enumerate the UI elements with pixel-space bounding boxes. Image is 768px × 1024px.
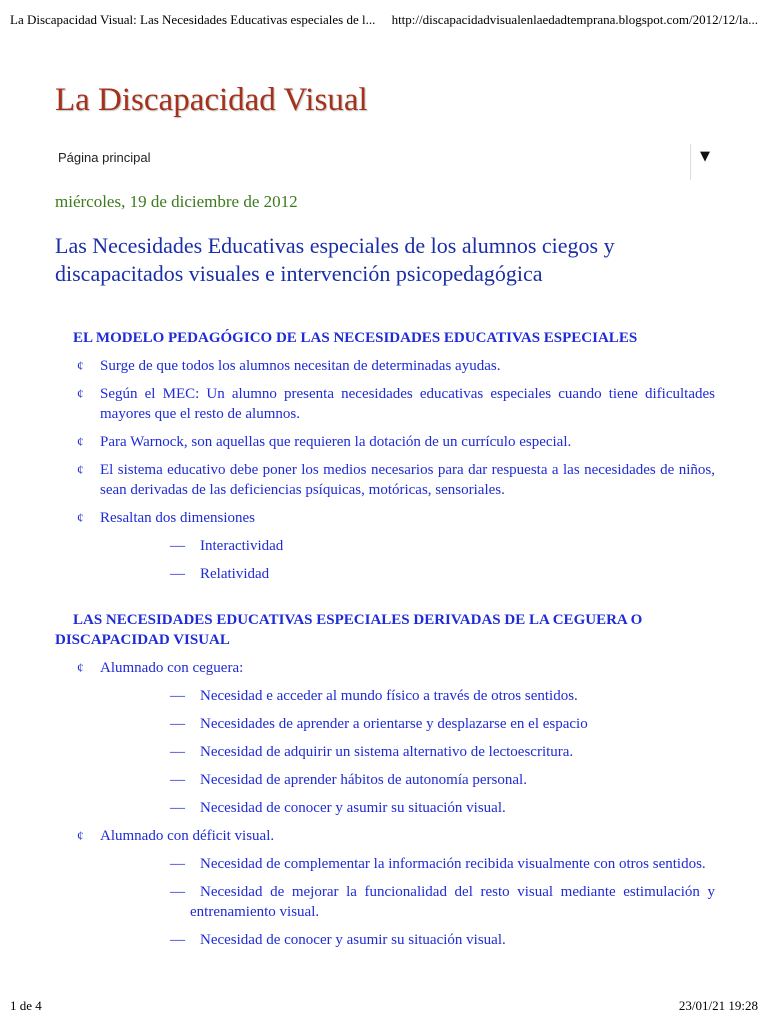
list-item	[55, 356, 715, 376]
list-item	[55, 384, 715, 424]
nav-bar	[55, 140, 715, 180]
sub-item-text: Necesidad de conocer y asumir su situación visual.	[200, 932, 506, 948]
bullet-icon: ¢	[77, 462, 84, 477]
sub-item-text: Interactividad	[200, 538, 284, 554]
dash-icon: —	[170, 772, 185, 788]
blog-title[interactable]: La Discapacidad Visual	[55, 82, 368, 118]
list-item	[55, 432, 715, 452]
sub-list-item	[100, 686, 715, 706]
dash-icon: —	[170, 884, 185, 900]
bullet-icon: ¢	[77, 660, 84, 675]
post-body	[55, 328, 715, 958]
sub-item-text: Necesidad de mejorar la funcionalidad del resto visual mediante estimulación y entrenamiento visual.	[190, 884, 715, 920]
list-item-text: El sistema educativo debe poner los medios necesarios para dar respuesta a las necesidades de niños, sean derivadas de las deficiencias psíquicas, motóricas, sensoriales.	[100, 462, 715, 498]
sub-list	[100, 686, 715, 818]
list-item-text: Según el MEC: Un alumno presenta necesidades educativas especiales cuando tiene dificultades mayores que el resto de alumnos.	[100, 386, 715, 422]
dash-icon: —	[170, 566, 185, 582]
sub-item-text: Necesidad de conocer y asumir su situación visual.	[200, 800, 506, 816]
sub-item-text: Necesidad e acceder al mundo físico a través de otros sentidos.	[200, 688, 578, 704]
nav-home-link[interactable]: Página principal	[58, 150, 151, 165]
dash-icon: —	[170, 744, 185, 760]
sub-item-text: Necesidades de aprender a orientarse y desplazarse en el espacio	[200, 716, 588, 732]
print-header	[0, 0, 768, 40]
post-date: miércoles, 19 de diciembre de 2012	[55, 192, 298, 211]
dash-icon: —	[170, 716, 185, 732]
post-title[interactable]: Las Necesidades Educativas especiales de los alumnos ciegos y discapacitados visuales e intervención psicopedagógica	[55, 233, 615, 286]
sub-list-item	[100, 882, 715, 922]
section-heading: LAS NECESIDADES EDUCATIVAS ESPECIALES DERIVADAS DE LA CEGUERA O DISCAPACIDAD VISUAL	[55, 612, 643, 648]
bullet-icon: ¢	[77, 386, 84, 401]
print-url: http://discapacidadvisualenlaedadtemprana.blogspot.com/2012/12/la...	[391, 12, 758, 27]
sub-item-text: Necesidad de complementar la información recibida visualmente con otros sentidos.	[200, 856, 706, 872]
dash-icon: —	[170, 688, 185, 704]
print-footer	[0, 994, 768, 1024]
list-item	[55, 508, 715, 584]
sub-list-item	[100, 714, 715, 734]
bullet-icon: ¢	[77, 358, 84, 373]
list-item-text: Resaltan dos dimensiones	[100, 510, 255, 526]
dropdown-arrow-icon[interactable]: ▼	[700, 149, 710, 164]
nav-divider	[690, 144, 691, 180]
sub-list-item	[100, 564, 715, 584]
dash-icon: —	[170, 856, 185, 872]
list-item-text: Surge de que todos los alumnos necesitan de determinadas ayudas.	[100, 358, 501, 374]
section-heading: EL MODELO PEDAGÓGICO DE LAS NECESIDADES EDUCATIVAS ESPECIALES	[73, 330, 638, 346]
sub-list-item	[100, 770, 715, 790]
list-item-text: Alumnado con déficit visual.	[100, 828, 275, 844]
bullet-list	[55, 356, 715, 584]
sub-item-text: Necesidad de adquirir un sistema alternativo de lectoescritura.	[200, 744, 574, 760]
list-item	[55, 460, 715, 500]
sub-list-item	[100, 854, 715, 874]
list-item-text: Alumnado con ceguera:	[100, 660, 244, 676]
dash-icon: —	[170, 932, 185, 948]
sub-list-item	[100, 536, 715, 556]
dash-icon: —	[170, 800, 185, 816]
sub-list-item	[100, 798, 715, 818]
bullet-list	[55, 658, 715, 950]
print-datetime: 23/01/21 19:28	[678, 998, 758, 1013]
sub-list-item	[100, 742, 715, 762]
list-item	[55, 826, 715, 950]
sub-item-text: Necesidad de aprender hábitos de autonomía personal.	[200, 772, 527, 788]
print-page-title: La Discapacidad Visual: Las Necesidades Educativas especiales de l...	[10, 12, 376, 27]
sub-list	[100, 854, 715, 950]
list-item-text: Para Warnock, son aquellas que requieren la dotación de un currículo especial.	[100, 434, 572, 450]
bullet-icon: ¢	[77, 828, 84, 843]
page-counter: 1 de 4	[10, 998, 42, 1013]
bullet-icon: ¢	[77, 434, 84, 449]
bullet-icon: ¢	[77, 510, 84, 525]
section-spacer	[55, 592, 715, 610]
dash-icon: —	[170, 538, 185, 554]
sub-list-item	[100, 930, 715, 950]
sub-list	[100, 536, 715, 584]
sub-item-text: Relatividad	[200, 566, 270, 582]
list-item	[55, 658, 715, 818]
